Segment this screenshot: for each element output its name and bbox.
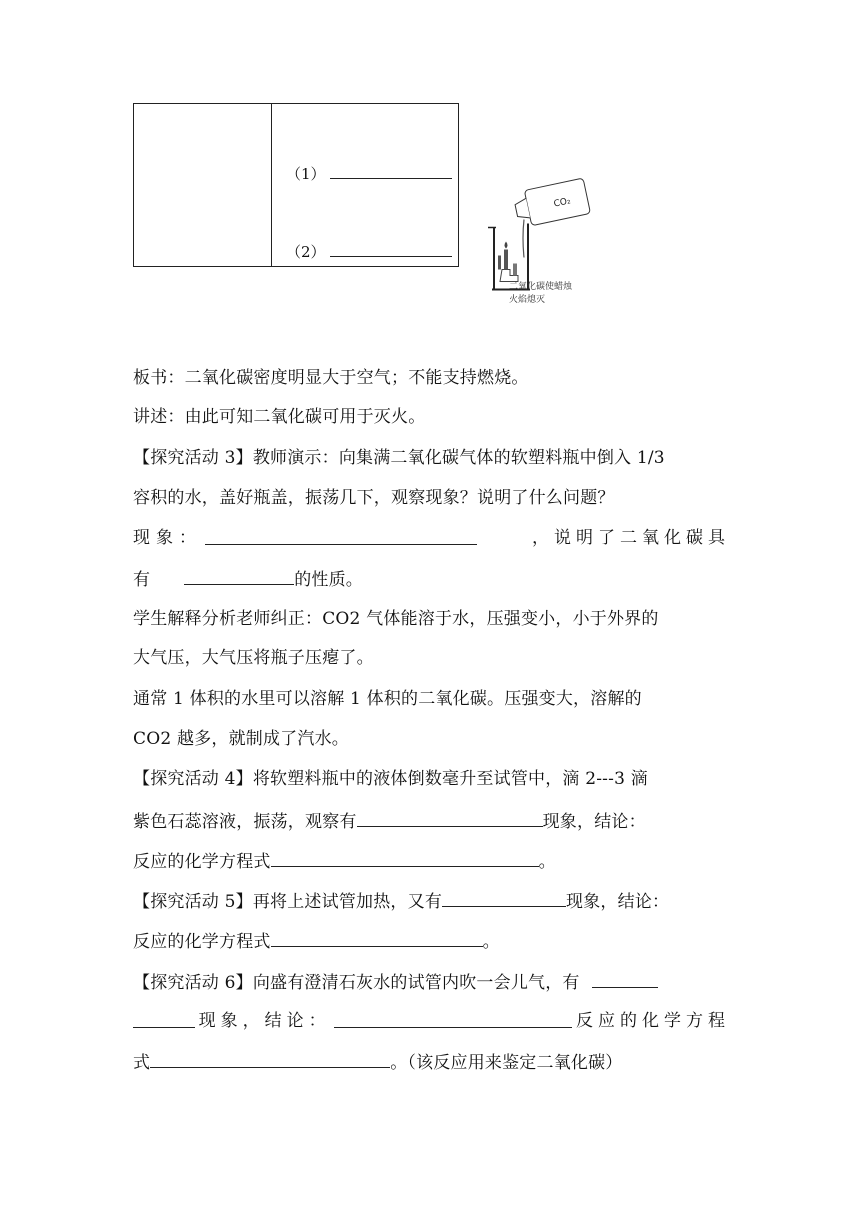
caption-line-1: 二氧化碳使蜡烛 [509, 282, 573, 292]
blank-2-underline[interactable] [330, 240, 452, 257]
activity5-text: 【探究活动 5】再将上述试管加热，又有 [133, 892, 443, 912]
caption-line-2: 火焰熄灭 [509, 295, 546, 305]
line-explain: 讲述：由此可知二氧化碳可用于灭火。 [133, 407, 426, 427]
line-activity4-b [133, 810, 730, 832]
table-column-divider [271, 104, 272, 266]
activity6-phenomenon-blank-a[interactable] [592, 971, 658, 988]
activity5-period: 。 [482, 932, 500, 952]
line-activity3-b: 容积的水，盖好瓶盖，振荡几下，观察现象？说明了什么问题？ [133, 488, 615, 508]
activity6-phenomenon-blank-b[interactable] [133, 1011, 195, 1028]
bottle-label: CO₂ [552, 196, 572, 210]
line-student-explain-a: 学生解释分析老师纠正：CO2 气体能溶于水，压强变小，小于外界的 [133, 609, 659, 629]
property-blank[interactable] [184, 568, 294, 585]
table-blank-1 [286, 162, 452, 184]
property-prefix: 有 [133, 570, 151, 590]
line-activity4-a: 【探究活动 4】将软塑料瓶中的液体倒数毫升至试管中，滴 2---3 滴 [133, 769, 648, 789]
property-suffix: 的性质。 [294, 570, 364, 590]
activity4-text: 紫色石蕊溶液，振荡，观察有 [133, 812, 357, 832]
activity5-equation-label: 反应的化学方程式 [133, 932, 271, 952]
line-activity5-a [133, 890, 730, 912]
blank-1-underline[interactable] [330, 162, 452, 179]
candle-high [504, 242, 508, 270]
activity4-phenomenon-blank[interactable] [357, 810, 543, 827]
co2-candle-illustration [480, 150, 592, 335]
activity6-equation-prefix: 式 [133, 1053, 151, 1073]
activity6-conclusion-blank[interactable] [334, 1011, 572, 1028]
activity4-period: 。 [538, 852, 556, 872]
line-activity6-a [133, 971, 730, 993]
activity5-phenomenon-blank[interactable] [442, 890, 566, 907]
activity5-conclusion: 现象，结论： [566, 892, 670, 912]
illustration-caption [509, 281, 572, 307]
line-dissolve-b: CO2 越多，就制成了汽水。 [133, 729, 349, 749]
activity6-note: 。（该反应用来鉴定二氧化碳） [390, 1053, 623, 1073]
line-activity6-c [133, 1051, 730, 1073]
phenomenon-blank[interactable] [205, 528, 477, 545]
pour-stream [523, 220, 524, 258]
line-student-explain-b: 大气压，大气压将瓶子压瘪了。 [133, 648, 374, 668]
blank-2-label: （2） [286, 243, 326, 261]
activity6-conclusion-label: 现象，结论： [198, 1011, 331, 1031]
line-activity3-a: 【探究活动 3】教师演示：向集满二氧化碳气体的软塑料瓶中倒入 1/3 [133, 448, 665, 468]
line-activity6-b [133, 1011, 730, 1031]
line-dissolve-a: 通常 1 体积的水里可以溶解 1 体积的二氧化碳。压强变大，溶解的 [133, 689, 642, 709]
line-activity5-b [133, 930, 730, 952]
candle-high-2 [498, 256, 501, 270]
blank-1-label: （1） [286, 165, 326, 183]
line-blackboard: 板书：二氧化碳密度明显大于空气；不能支持燃烧。 [133, 368, 529, 388]
line-activity4-c [133, 850, 730, 872]
activity4-equation-blank[interactable] [271, 850, 539, 867]
activity6-equation-blank[interactable] [150, 1051, 390, 1068]
candle-low [513, 264, 517, 276]
activity4-conclusion: 现象，结论： [542, 812, 646, 832]
line-phenomenon [133, 528, 730, 548]
activity5-equation-blank[interactable] [271, 930, 483, 947]
activity6-equation-label: 反应的化学方程 [575, 1011, 730, 1031]
activity6-text: 【探究活动 6】向盛有澄清石灰水的试管内吹一会儿气，有 [133, 973, 580, 993]
activity4-equation-label: 反应的化学方程式 [133, 852, 271, 872]
phenomenon-label: 现象： [133, 528, 202, 548]
phenomenon-tail: ，说明了二氧化碳具 [532, 528, 730, 548]
table-blank-2 [286, 240, 452, 262]
line-property [133, 568, 730, 590]
